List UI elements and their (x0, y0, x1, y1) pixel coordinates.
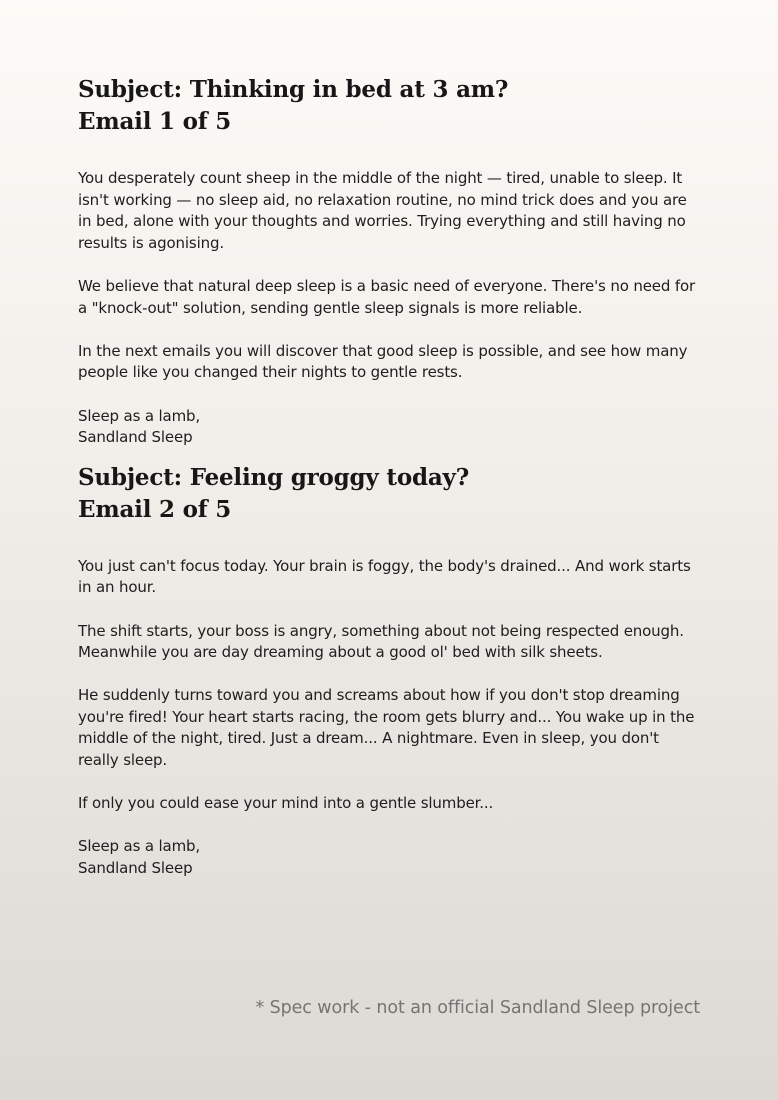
email-body (78, 168, 703, 449)
email-sender: Sandland Sleep (78, 859, 193, 878)
email-paragraph: In the next emails you will discover that good sleep is possible, and see how many people like you changed their nights to gentle rests. (78, 341, 688, 382)
email-2 (78, 462, 703, 880)
email-body (78, 556, 703, 880)
email-subject-line: Subject: Feeling groggy today? (78, 463, 469, 491)
email-paragraph: We believe that natural deep sleep is a basic need of everyone. There's no need for a "knock-out" solution, sending gentle sleep signals is more reliable. (78, 276, 696, 317)
email-count: Email 2 of 5 (78, 495, 232, 523)
email-1 (78, 74, 703, 449)
spec-work-disclaimer: * Spec work - not an official Sandland Sleep project (255, 998, 700, 1018)
email-subject-line: Subject: Thinking in bed at 3 am? (78, 76, 509, 103)
email-sequence-document (78, 74, 703, 880)
email-paragraph: You desperately count sheep in the middle of the night — tired, unable to sleep. It isn't working — no sleep aid, no relaxation routine, no mind trick does and you are in bed, alone with your thoughts and worries. Trying everything and still having no results is agonising. (78, 169, 687, 252)
email-sender: Sandland Sleep (78, 428, 193, 447)
email-signature (78, 406, 703, 449)
email-paragraph: You just can't focus today. Your brain is foggy, the body's drained... And work starts in an hour. (78, 556, 691, 597)
email-signature (78, 836, 703, 879)
email-subject (78, 462, 703, 526)
email-paragraph: If only you could ease your mind into a gentle slumber... (78, 794, 494, 813)
email-count: Email 1 of 5 (78, 108, 232, 135)
email-signoff: Sleep as a lamb, (78, 837, 201, 856)
email-paragraph: He suddenly turns toward you and screams about how if you don't stop dreaming you're fired! Your heart starts racing, the room gets blurry and... You wake up in the middle of the night, tired. Just a dream... A nightmare. Even in sleep, you don't really sleep. (78, 686, 695, 770)
email-subject (78, 74, 703, 138)
email-signoff: Sleep as a lamb, (78, 406, 201, 425)
email-paragraph: The shift starts, your boss is angry, something about not being respected enough. Meanwhile you are day dreaming about a good ol' bed with silk sheets. (78, 621, 684, 662)
